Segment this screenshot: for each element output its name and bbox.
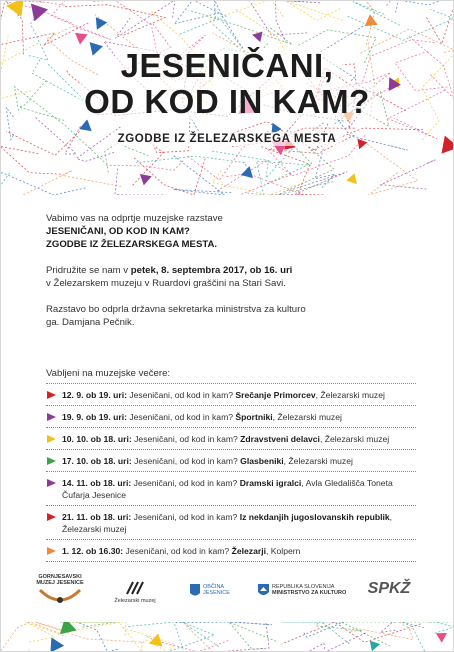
title-block [0,48,454,147]
confetti-triangle [50,637,64,652]
event-row [46,471,416,505]
event-series: Jeseničani, od kod in kam? [131,512,240,522]
event-row [46,383,416,405]
event-row [46,539,416,562]
confetti-triangle [96,17,108,30]
confetti-triangle [436,633,447,643]
header-pattern-area [0,0,454,195]
opening-line-1: Razstavo bo odprla državna sekretarka ministrstva za kulturo [46,304,306,315]
date-pre: Pridružite se nam v [46,265,131,276]
events-list [46,383,416,562]
event-date-time: 19. 9. ob 19. uri: [62,412,127,422]
exhibition-title-1: JESENIČANI, OD KOD IN KAM? [46,226,190,237]
event-row [46,405,416,427]
slovenia-crest-icon [258,584,269,598]
subtitle: ZGODBE IZ ŽELEZARSKEGA MESTA [112,132,343,146]
event-venue: , Avla Gledališča Toneta Čufarja Jesenice [62,478,393,500]
event-topic: Železarji [231,546,266,556]
confetti-triangle [370,641,380,652]
event-row [46,449,416,471]
gmj-emblem-icon [36,586,84,608]
triangle-bullet-icon [47,513,56,521]
gmj-logo [30,574,90,610]
event-series: Jeseničani, od kod in kam? [131,456,241,466]
date-line [46,264,416,277]
event-date-time: 17. 10. ob 18. uri: [62,456,132,466]
event-series: Jeseničani, od kod in kam? [126,412,236,422]
event-date: petek, 8. septembra 2017, ob 16. uri [130,265,293,276]
obcina-logo [190,584,240,598]
obcina-crest-icon [190,584,200,598]
bottom-confetti-pattern [0,622,454,652]
event-date-time: 12. 9. ob 19. uri: [62,390,127,400]
event-venue: , Železarski muzej [315,390,385,400]
zm-logo [110,580,160,604]
triangle-bullet-icon [47,413,56,421]
event-series: Jeseničani, od kod in kam? [126,390,236,400]
spkz-text: SPKŽ [367,580,411,597]
obcina-line1: OBČINA [203,584,225,590]
triangle-bullet-icon [47,391,56,399]
confetti-triangle [60,622,77,634]
event-series: Jeseničani, od kod in kam? [131,478,240,488]
confetti-triangle [365,14,378,26]
event-series: Jeseničani, od kod in kam? [123,546,232,556]
event-venue: , Železarski muzej [272,412,342,422]
event-row [46,505,416,539]
confetti-triangle [75,33,88,45]
title-line-1: JESENIČANI, [115,48,340,84]
event-series: Jeseničani, od kod in kam? [131,434,241,444]
confetti-triangle [346,173,357,184]
events-heading: Vabljeni na muzejske večere: [46,368,171,379]
obcina-line2: JESENICE [203,590,230,596]
invitation-text [46,212,416,342]
event-date-time: 21. 11. ob 18. uri: [62,512,132,522]
event-date-time: 10. 10. ob 18. uri: [62,434,132,444]
exhibition-title-2: ZGODBE IZ ŽELEZARSKEGA MESTA. [46,239,218,250]
event-topic: Glasbeniki [240,456,284,466]
zm-logo-text: Železarski muzej [114,598,156,604]
footer-logos [0,570,454,620]
zm-emblem-icon [123,580,147,596]
ministry-logo [258,584,348,598]
gmj-logo-line1: GORNJESAVSKI [38,574,82,580]
event-venue: , Železarski muzej [283,456,353,466]
triangle-bullet-icon [47,435,56,443]
spkz-logo [364,580,414,598]
triangle-bullet-icon [47,479,56,487]
intro-line: Vabimo vas na odprtje muzejske razstave [46,213,223,224]
event-row [46,427,416,449]
event-venue: , Železarski muzej [62,512,393,534]
event-topic: Dramski igralci [239,478,302,488]
confetti-triangle [6,0,23,17]
ministry-line1: REPUBLIKA SLOVENIJA [272,584,335,590]
triangle-bullet-icon [47,547,56,555]
title-line-2: OD KOD IN KAM? [78,84,376,120]
confetti-triangle [140,174,152,185]
gmj-logo-line2: MUZEJ JESENICE [36,580,84,586]
venue-line: v Železarskem muzeju v Ruardovi graščini na Stari Savi. [46,278,286,289]
event-topic: Zdravstveni delavci [240,434,320,444]
event-topic: Srečanje Primorcev [235,390,316,400]
triangle-bullet-icon [47,457,56,465]
event-date-time: 1. 12. ob 16.30: [62,546,124,556]
confetti-triangle [252,32,262,43]
ministry-line2: MINISTRSTVO ZA KULTURO [272,590,347,596]
event-date-time: 14. 11. ob 18. uri: [62,478,132,488]
event-topic: Športniki [235,412,273,422]
event-venue: , Kolpern [266,546,301,556]
event-topic: Iz nekdanjih jugoslovanskih republik [239,512,390,522]
opening-line-2: ga. Damjana Pečnik. [46,317,135,328]
bottom-pattern-area [0,622,454,652]
event-venue: , Železarski muzej [319,434,390,444]
